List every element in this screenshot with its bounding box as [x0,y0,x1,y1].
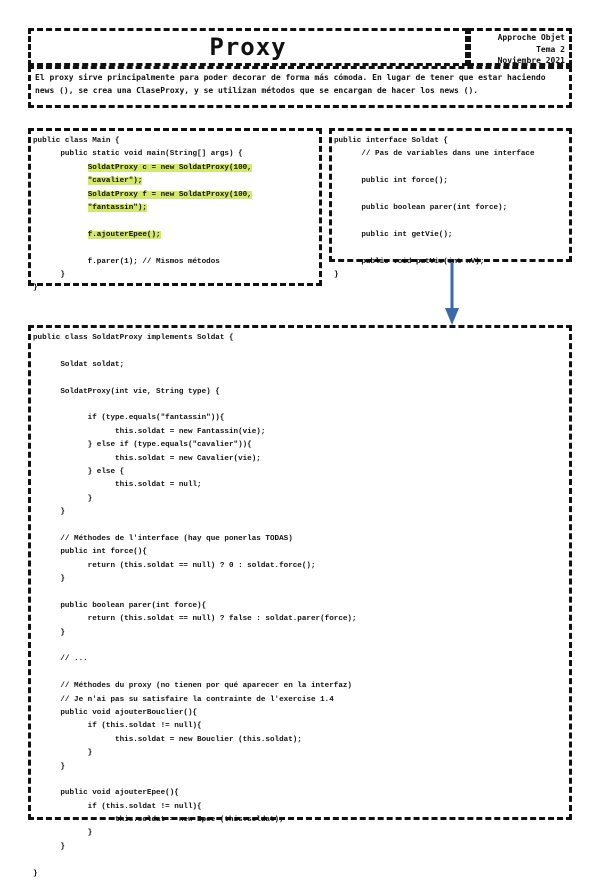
code-line: this.soldat = new Cavalier(vie); [33,454,261,463]
code-line: public void ajouterBouclier(){ [33,708,198,717]
code-line [334,242,567,255]
code-line: return (this.soldat == null) ? 0 : soldat.force(); [33,561,316,570]
code-line [334,162,567,175]
title-box [28,28,468,66]
code-line [33,667,567,680]
code-line: } [33,270,65,279]
code-line: } else { [33,467,125,476]
code-line: SoldatProxy f = new SoldatProxy(100, [87,190,252,199]
code-line: this.soldat = new Epee (this.soldat); [33,816,284,825]
code-line [334,215,567,228]
topic-number: Tema 2 [536,44,565,54]
code-line [334,189,567,202]
code-line [33,586,567,599]
code-line [33,372,567,385]
code-line: if (this.soldat != null){ [33,722,202,731]
code-line: // Méthodes de l'interface (hay que ponerlas TODAS) [33,534,293,543]
interface-code [334,135,567,282]
code-line: } [33,508,65,517]
code-line: f.ajouterEpee(); [87,230,161,239]
code-line: } [33,829,93,838]
intro-text: El proxy sirve principalmente para poder decorar de forma más cómoda. En lugar de tener que estar haciendo news (), se crea una ClaseProxy, y se utilizan métodos que se encargan de hacer los news (). [35,73,546,95]
code-line: } [33,575,65,584]
code-line: public int force(){ [33,548,147,557]
code-line: if (type.equals("fantassin")){ [33,414,225,423]
code-line: // Méthodes du proxy (no tienen por qué aparecer en la interfaz) [33,682,352,691]
code-line: public static void main(String[] args) { [33,150,243,159]
code-line: } [33,494,93,503]
code-line [33,519,567,532]
main-class-code [33,135,317,296]
code-line: public class SoldatProxy implements Soldat { [33,334,234,342]
code-line: this.soldat = new Bouclier (this.soldat); [33,735,302,744]
code-line: } [33,869,38,878]
code-line [33,345,567,358]
code-line: public boolean parer(int force){ [33,601,207,610]
code-line: } [33,762,65,771]
code-line: } [33,842,65,851]
date-label: Noviembre 2021 [497,56,565,65]
code-line: if (this.soldat != null){ [33,802,202,811]
code-line: } [33,284,38,293]
code-line [33,215,317,228]
code-line: public void ajouterEpee(){ [33,789,179,798]
proxy-class-code-box [28,325,572,878]
code-line: public void putVie(int nV); [334,257,485,266]
code-line: // Je n'ai pas su satisfaire la contrainte de l'exercise 1.4 [33,695,334,704]
code-line [33,640,567,653]
code-line [33,854,567,867]
code-line: f.parer(1); // Mismos métodos [33,257,220,266]
code-line: return (this.soldat == null) ? false : soldat.parer(force); [33,615,357,624]
code-line: public int force(); [334,177,448,186]
code-line: this.soldat = null; [33,481,202,490]
code-line: } [33,749,93,758]
code-line: SoldatProxy c = new SoldatProxy(100, [87,163,252,172]
code-line: public interface Soldat { [334,137,448,145]
interface-code-box [329,128,572,279]
code-line: "fantassin"); [87,203,147,212]
code-line: SoldatProxy(int vie, String type) { [33,387,220,396]
code-line [33,399,567,412]
code-line: this.soldat = new Fantassin(vie); [33,427,266,436]
code-line: // Pas de variables dans une interface [334,150,535,159]
code-line: } [33,628,65,637]
code-line: } else if (type.equals("cavalier")){ [33,441,252,450]
code-line: } [334,270,339,279]
meta-box [468,28,572,66]
code-line: public int getVie(); [334,230,453,239]
proxy-class-code [33,332,567,881]
code-line [33,242,317,255]
page-title: Proxy [209,33,287,61]
intro-box [28,66,572,108]
code-line: // ... [33,655,88,664]
course-name: Approche Objet [497,33,565,42]
code-line [33,774,567,787]
code-line: Soldat soldat; [33,360,125,369]
code-line: public boolean parer(int force); [334,203,508,212]
code-line: public class Main { [33,137,120,145]
code-line: "cavalier"); [87,177,143,186]
down-arrow-icon [444,262,460,326]
main-class-code-box [28,128,322,293]
